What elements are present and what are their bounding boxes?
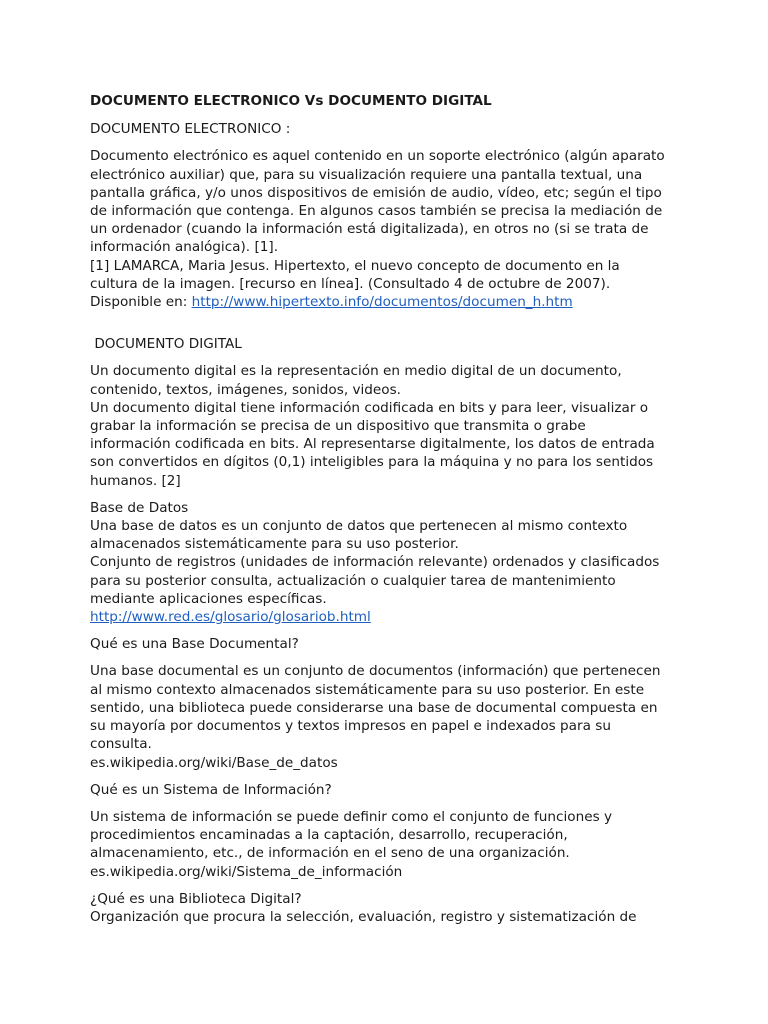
text-line: mediante aplicaciones específicas. [90, 590, 327, 607]
section-heading-digital: DOCUMENTO DIGITAL [90, 336, 242, 353]
hipertexto-link[interactable]: http://www.hipertexto.info/documentos/documen_h.htm [191, 294, 573, 311]
text-line: Conjunto de registros (unidades de información relevante) ordenados y clasificados [90, 554, 660, 571]
source-line: es.wikipedia.org/wiki/Base_de_datos [90, 754, 338, 771]
text-line: un ordenador (cuando la información está digitalizada), en otros no (si se trata de [90, 221, 649, 238]
text-line: [1] LAMARCA, Maria Jesus. Hipertexto, el nuevo concepto de documento en la [90, 257, 620, 274]
text-line: Un documento digital es la representación en medio digital de un documento, [90, 363, 622, 380]
section-heading-base-datos: Base de Datos [90, 499, 189, 516]
text-line: para su posterior consulta, actualización o cualquier tarea de mantenimiento [90, 572, 616, 589]
text-line: información codificada en bits. Al representarse digitalmente, los datos de entrada [90, 436, 655, 453]
question-biblioteca-digital: ¿Qué es una Biblioteca Digital? [90, 890, 302, 907]
text-line: cultura de la imagen. [recurso en línea]. (Consultado 4 de octubre de 2007). [90, 275, 611, 292]
text-line: consulta. [90, 736, 152, 753]
text-line: Organización que procura la selección, evaluación, registro y sistematización de [90, 908, 637, 925]
text-line: Un sistema de información se puede definir como el conjunto de funciones y [90, 808, 613, 825]
disponible-line [90, 293, 668, 311]
question-base-documental: Qué es una Base Documental? [90, 636, 299, 653]
paragraph-electronico [90, 147, 668, 311]
text-line: Una base documental es un conjunto de documentos (información) que pertenecen [90, 663, 661, 680]
document-title: DOCUMENTO ELECTRONICO Vs DOCUMENTO DIGITAL [90, 93, 492, 109]
section-heading-electronico: DOCUMENTO ELECTRONICO : [90, 121, 291, 138]
text-line: pantalla gráfica, y/o unos dispositivos de emisión de audio, vídeo, etc; según el tipo [90, 184, 662, 201]
text-line: almacenamiento, etc., de información en el seno de una organización. [90, 845, 570, 862]
paragraph-sistema-informacion [90, 808, 668, 881]
text-line: contenido, textos, imágenes, sonidos, videos. [90, 381, 401, 398]
paragraph-base-documental [90, 662, 668, 771]
text-line: Una base de datos es un conjunto de datos que pertenecen al mismo contexto [90, 518, 628, 535]
paragraph-digital [90, 362, 668, 489]
text-line: son convertidos en dígitos (0,1) inteligibles para la máquina y no para los sentidos [90, 454, 654, 471]
text-line: sentido, una biblioteca puede considerarse una base de documental compuesta en [90, 699, 658, 716]
question-sistema-informacion: Qué es un Sistema de Información? [90, 781, 332, 798]
text-line: Un documento digital tiene información codificada en bits y para leer, visualizar o [90, 399, 649, 416]
text-line: Documento electrónico es aquel contenido en un soporte electrónico (algún aparato [90, 148, 665, 165]
text-line: información analógica). [1]. [90, 239, 279, 256]
text-line: de información que contenga. En algunos casos también se precisa la mediación de [90, 203, 663, 220]
paragraph-biblioteca-digital [90, 890, 668, 926]
text-line: almacenados sistemáticamente para su uso posterior. [90, 536, 459, 553]
red-es-link[interactable]: http://www.red.es/glosario/glosariob.html [90, 609, 371, 626]
text-line: electrónico auxiliar) que, para su visualización requiere una pantalla textual, una [90, 166, 643, 183]
text-line: al mismo contexto almacenados sistemáticamente para su uso posterior. En este [90, 681, 645, 698]
source-line: es.wikipedia.org/wiki/Sistema_de_información [90, 863, 403, 880]
text-line: humanos. [2] [90, 472, 181, 489]
disponible-label: Disponible en: [90, 294, 192, 311]
text-line: grabar la información se precisa de un dispositivo que transmita o grabe [90, 418, 586, 435]
paragraph-base-datos [90, 499, 668, 626]
text-line: procedimientos encaminadas a la captación, desarrollo, recuperación, [90, 827, 568, 844]
text-line: su mayoría por documentos y textos impresos en papel e indexados para su [90, 718, 611, 735]
